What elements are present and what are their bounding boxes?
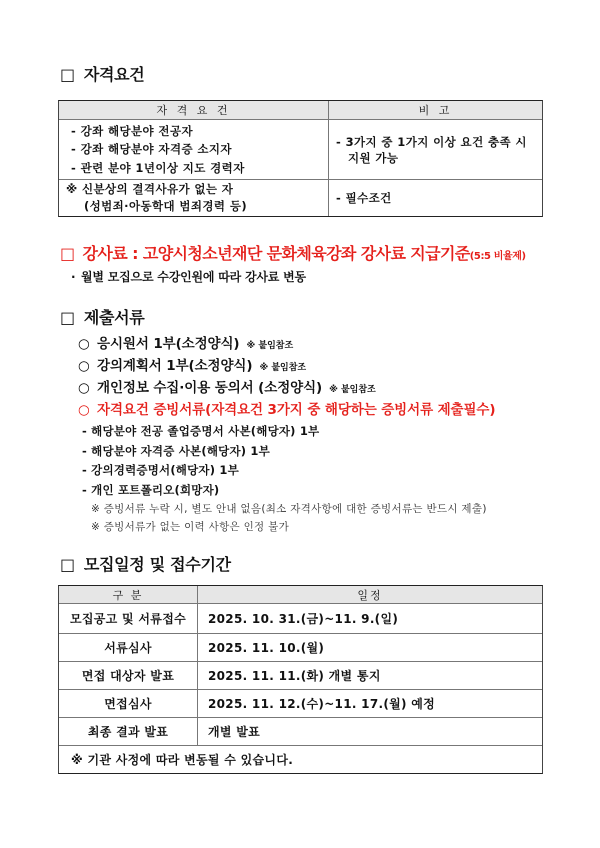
fee-title-suffix: (5:5 비율제): [469, 251, 526, 262]
fee-heading: [60, 244, 526, 267]
schedule-heading: [60, 555, 231, 575]
note-line: 지원 가능: [348, 150, 399, 165]
requirement-line: - 강좌 해당분야 자격증 소지자: [71, 142, 232, 157]
header-note-label: 비 고: [418, 104, 453, 117]
evidence-item: - 해당분야 자격증 사본(해당자) 1부: [82, 443, 270, 458]
requirements-cell: [59, 180, 329, 216]
requirement-line: (성범죄·아동학대 범죄경력 등): [84, 199, 247, 213]
date-cell: 개별 발표: [208, 725, 261, 739]
document-item-label: 자격요건 증빙서류(자격요건 3가지 중 해당하는 증빙서류 제출필수): [97, 402, 496, 418]
document-item-ref: ※ 붙임참조: [329, 385, 376, 395]
header-requirements-label: 자 격 요 건: [156, 104, 231, 117]
requirements-cell: [59, 120, 329, 179]
date-cell: 2025. 11. 10.(월): [208, 641, 325, 655]
table-row: [59, 661, 542, 689]
table-row: [59, 603, 542, 633]
header-date-label: 일정: [357, 588, 383, 602]
requirement-line: ※ 신분상의 결격사유가 없는 자: [66, 182, 234, 196]
evidence-item: - 강의경력증명서(해당자) 1부: [82, 463, 239, 477]
table-row: [59, 179, 542, 216]
qualifications-title: 자격요건: [83, 65, 145, 84]
requirement-line: - 관련 분야 1년이상 지도 경력자: [71, 160, 245, 175]
category-cell: 서류심사: [59, 634, 198, 661]
fee-title: 강사료 : 고양시청소년재단 문화체육강좌 강사료 지급기준: [82, 244, 470, 263]
circle-bullet: ○: [78, 336, 90, 352]
heading-marker: □: [60, 244, 75, 263]
requirement-line: - 강좌 해당분야 전공자: [71, 123, 193, 138]
category-cell: 모집공고 및 서류접수: [59, 604, 198, 633]
qualifications-table: [58, 100, 543, 217]
evidence-sublist: [82, 422, 319, 500]
table-header-row: [59, 586, 542, 603]
circle-bullet: ○: [78, 358, 90, 374]
evidence-note: ※ 증빙서류 누락 시, 별도 안내 없음(최소 자격사항에 대한 증빙서류는 반드시 제출): [91, 503, 487, 515]
document-item-highlighted: [78, 399, 495, 421]
document-item-label: 개인정보 수집·이용 동의서 (소정양식): [97, 380, 323, 396]
circle-bullet: ○: [78, 380, 90, 396]
documents-heading: [60, 308, 144, 328]
document-item-ref: ※ 붙임참조: [246, 341, 294, 351]
date-cell: 2025. 11. 11.(화) 개별 통지: [208, 669, 381, 683]
date-cell: 2025. 10. 31.(금)~11. 9.(일): [208, 612, 399, 626]
document-item: [78, 377, 495, 399]
documents-title: 제출서류: [83, 308, 145, 327]
category-cell: 면접 대상자 발표: [59, 662, 198, 689]
fee-note-text: 월별 모집으로 수강인원에 따라 강사료 변동: [81, 270, 306, 284]
header-cell-category: [59, 586, 198, 603]
note-cell: [329, 120, 542, 179]
heading-marker: □: [60, 308, 75, 327]
table-footnote-row: [59, 745, 542, 773]
date-cell: 2025. 11. 12.(수)~11. 17.(월) 예정: [208, 697, 436, 711]
category-cell: 최종 결과 발표: [59, 718, 198, 745]
category-cell: 면접심사: [59, 690, 198, 717]
schedule-title: 모집일정 및 접수기간: [83, 555, 231, 574]
fee-note: [71, 269, 306, 285]
document-item-label: 응시원서 1부(소정양식): [97, 336, 240, 352]
heading-marker: □: [60, 65, 75, 84]
evidence-notes: [91, 500, 487, 536]
evidence-note: ※ 증빙서류가 없는 이력 사항은 인정 불가: [91, 521, 290, 533]
qualifications-heading: [60, 65, 144, 85]
schedule-table: [58, 585, 543, 774]
note-line: - 필수조건: [336, 190, 392, 205]
heading-marker: □: [60, 555, 75, 574]
bullet-dot: ·: [71, 270, 76, 284]
table-row: [59, 717, 542, 745]
table-row: [59, 633, 542, 661]
document-item: [78, 355, 495, 377]
header-cell-requirements: [59, 101, 329, 119]
schedule-footnote: ※ 기관 사정에 따라 변동될 수 있습니다.: [71, 753, 294, 767]
note-cell: [329, 180, 542, 216]
document-item-label: 강의계획서 1부(소정양식): [97, 358, 253, 374]
document-item: [78, 333, 495, 355]
table-header-row: [59, 101, 542, 119]
evidence-item: - 개인 포트폴리오(희망자): [82, 482, 220, 497]
circle-bullet: ○: [78, 402, 90, 418]
header-category-label: 구 분: [112, 588, 144, 602]
header-cell-date: [198, 586, 542, 603]
evidence-item: - 해당분야 전공 졸업증명서 사본(해당자) 1부: [82, 424, 320, 438]
documents-list: [78, 333, 495, 421]
document-item-ref: ※ 붙임참조: [259, 363, 307, 373]
note-line: - 3가지 중 1가지 이상 요건 충족 시: [336, 134, 527, 149]
header-cell-note: [329, 101, 542, 119]
table-row: [59, 119, 542, 179]
table-row: [59, 689, 542, 717]
